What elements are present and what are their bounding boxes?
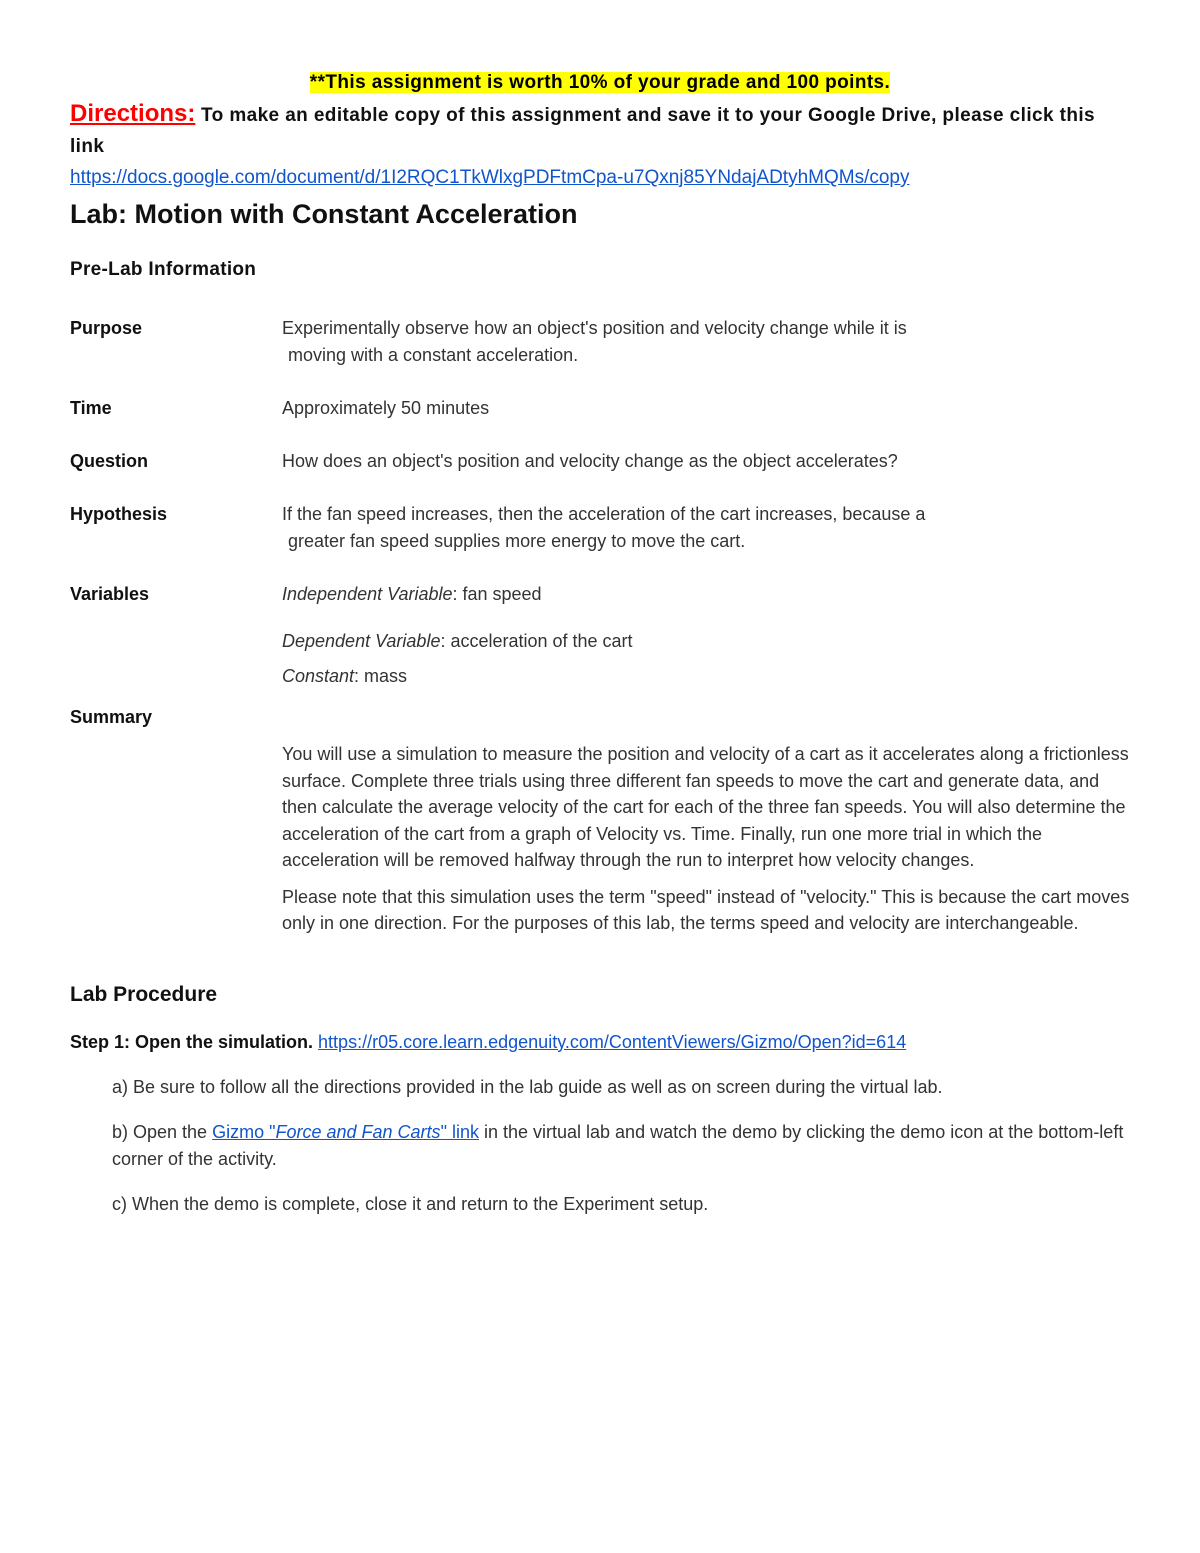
dependent-variable: [282, 628, 1130, 655]
directions-label: Directions:: [70, 100, 196, 127]
question-value: How does an object's position and velocity change as the object accelerates?: [282, 451, 898, 471]
hypothesis-line-2: greater fan speed supplies more energy to move the cart.: [288, 531, 746, 551]
summary-text: [282, 741, 1130, 937]
step-1-sub-c: c) When the demo is complete, close it and return to the Experiment setup.: [112, 1193, 709, 1214]
dependent-variable-value: : acceleration of the cart: [440, 631, 633, 651]
independent-variable-value: : fan speed: [452, 584, 542, 604]
time-label: Time: [70, 398, 112, 418]
variables-row: [70, 581, 1130, 690]
variables-label: Variables: [70, 584, 150, 604]
summary-label: Summary: [70, 707, 153, 727]
step-1: [70, 1029, 1130, 1056]
hypothesis-line-1: If the fan speed increases, then the acceleration of the cart increases, because a: [282, 504, 926, 524]
purpose-line-2: moving with a constant acceleration.: [288, 345, 579, 365]
grade-notice: [70, 68, 1130, 98]
sub-b-suffix: in the virtual lab and watch the demo by clicking the demo icon at the bottom-left corner of the activity.: [112, 1121, 1124, 1169]
gizmo-link-part-1: Gizmo ": [212, 1121, 276, 1142]
question-label: Question: [70, 451, 149, 471]
gizmo-link-italic: Force and Fan Carts: [275, 1121, 441, 1142]
directions-text: To make an editable copy of this assignment and save it to your Google Drive, please click this link: [70, 105, 1095, 157]
procedure-heading: Lab Procedure: [70, 982, 218, 1006]
step-1-sub-a: a) Be sure to follow all the directions provided in the lab guide as well as on screen during the virtual lab.: [112, 1076, 943, 1097]
step-1-sub-b: [70, 1119, 1130, 1173]
constant-variable-label: Constant: [282, 666, 355, 686]
sub-b-prefix: b) Open the: [112, 1121, 213, 1142]
step-1-label: Step 1: Open the simulation.: [70, 1031, 314, 1052]
copy-document-link[interactable]: https://docs.google.com/document/d/1I2RQC1TkWlxgPDFtmCpa-u7Qxnj85YNdajADtyhMQMs/copy: [70, 167, 910, 188]
prelab-info-table: [70, 315, 1130, 937]
summary-paragraph-1: You will use a simulation to measure the position and velocity of a cart as it accelerates along a frictionless surface. Complete three trials using three different fan speeds to move the cart and generate data, and then calculate the average velocity of the cart for each of the three fan speeds. You will also determine the acceleration of the cart from a graph of Velocity vs. Time. Finally, run one more trial in which the acceleration will be removed halfway through the run to interpret how velocity changes.: [282, 744, 1129, 870]
hypothesis-value: [282, 501, 1130, 555]
purpose-label: Purpose: [70, 318, 143, 338]
time-row: [70, 395, 1130, 422]
independent-variable: [282, 581, 1130, 608]
independent-variable-label: Independent Variable: [282, 584, 453, 604]
document-page: [70, 68, 1130, 1218]
purpose-line-1: Experimentally observe how an object's position and velocity change while it is: [282, 318, 907, 338]
hypothesis-label: Hypothesis: [70, 504, 168, 524]
constant-variable: [282, 663, 1130, 690]
simulation-link[interactable]: https://r05.core.learn.edgenuity.com/ContentViewers/Gizmo/Open?id=614: [318, 1031, 907, 1052]
summary-paragraph-2: Please note that this simulation uses the term "speed" instead of "velocity." This is because the cart moves only in one direction. For the purposes of this lab, the terms speed and velocity are interchangeable.: [282, 886, 1130, 933]
purpose-row: [70, 315, 1130, 369]
hypothesis-row: [70, 501, 1130, 555]
time-value: Approximately 50 minutes: [282, 398, 490, 418]
dependent-variable-label: Dependent Variable: [282, 631, 441, 651]
question-row: [70, 448, 1130, 475]
prelab-heading: Pre-Lab Information: [70, 259, 257, 280]
gizmo-force-and-fan-carts-link[interactable]: [212, 1122, 479, 1142]
lab-title: Lab: Motion with Constant Acceleration: [70, 199, 578, 229]
variables-value: [282, 581, 1130, 690]
purpose-value: [282, 315, 1130, 369]
gizmo-link-part-2: " link: [440, 1121, 479, 1142]
constant-variable-value: : mass: [354, 666, 408, 686]
directions-block: [70, 98, 1130, 193]
grade-notice-text: **This assignment is worth 10% of your grade and 100 points.: [309, 72, 891, 93]
